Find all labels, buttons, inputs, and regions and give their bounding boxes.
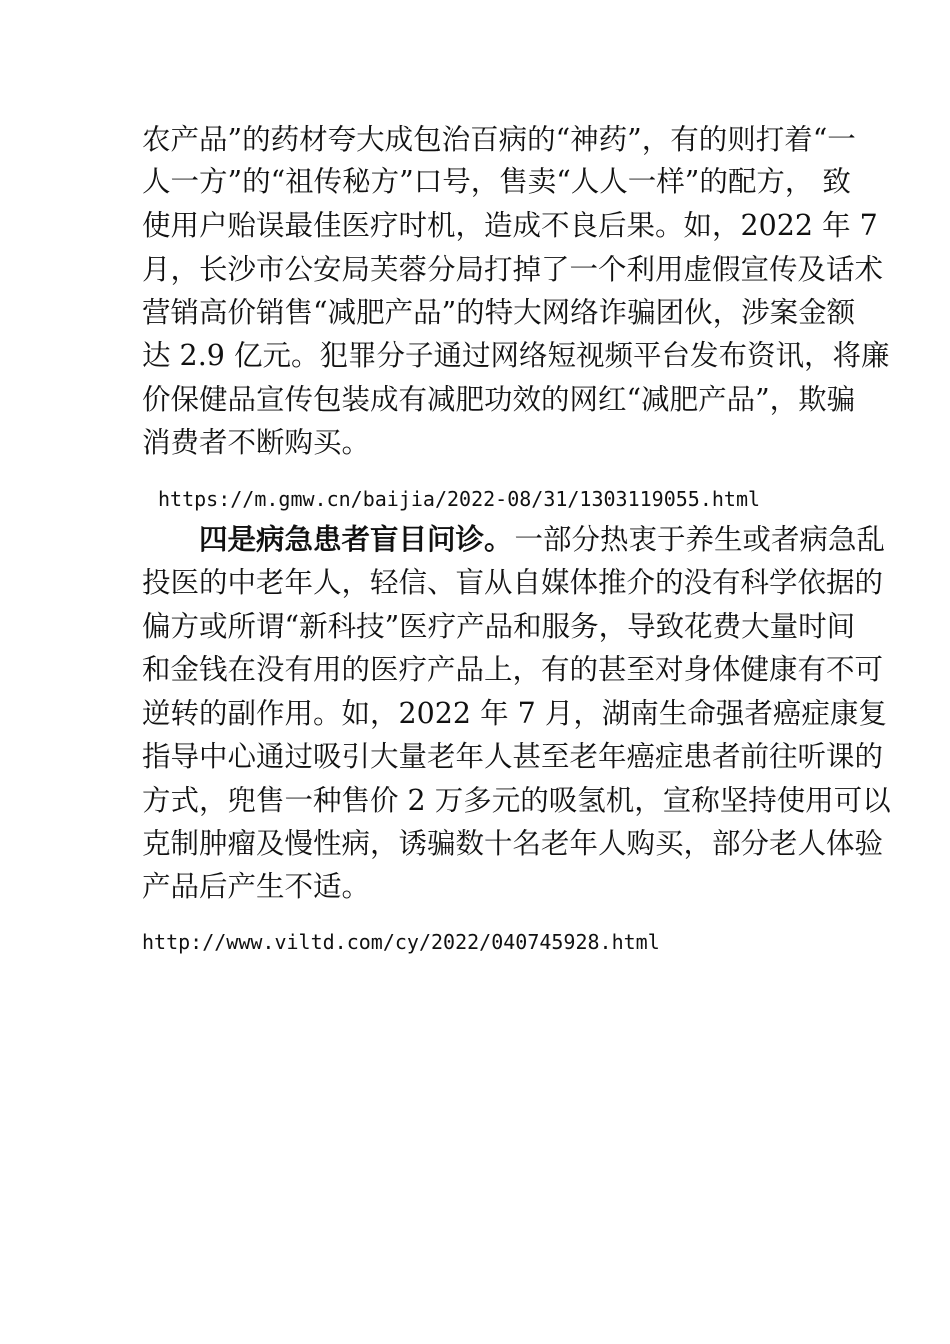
source-url-link[interactable]: https://m.gmw.cn/baijia/2022-08/31/1303119055.html: [158, 487, 761, 511]
paragraph-line: 月，长沙市公安局芙蓉分局打掉了一个利用虚假宣传及话术: [142, 253, 884, 286]
section-heading: 四是病急患者盲目问诊。: [199, 523, 513, 556]
paragraph-line-rest: 一部分热衷于养生或者病急乱: [514, 523, 886, 556]
paragraph-line: 价保健品宣传包装成有减肥功效的网红“减肥产品”，欺骗: [142, 383, 856, 416]
paragraph-first-line: [199, 520, 886, 560]
paragraph-line: 指导中心通过吸引大量老年人甚至老年癌症患者前往听课的: [142, 740, 884, 773]
paragraph-line: 逆转的副作用。如，2022 年 7 月，湖南生命强者癌症康复: [142, 697, 887, 730]
paragraph-line: 方式，兜售一种售价 2 万多元的吸氢机，宣称坚持使用可以: [142, 784, 891, 817]
paragraph-line: 使用户贻误最佳医疗时机，造成不良后果。如，2022 年 7: [142, 209, 878, 242]
paragraph-line: 投医的中老年人，轻信、盲从自媒体推介的没有科学依据的: [142, 566, 884, 599]
paragraph-line: 产品后产生不适。: [142, 870, 371, 903]
paragraph-line: 和金钱在没有用的医疗产品上，有的甚至对身体健康有不可: [142, 653, 884, 686]
paragraph-line: 农产品”的药材夸大成包治百病的“神药”，有的则打着“一: [142, 123, 856, 156]
source-url-link[interactable]: http://www.viltd.com/cy/2022/040745928.html: [142, 930, 660, 954]
paragraph-line: 人一方”的“祖传秘方”口号，售卖“人人一样”的配方， 致: [142, 165, 851, 198]
paragraph-line: 偏方或所谓“新科技”医疗产品和服务，导致花费大量时间: [142, 610, 856, 643]
paragraph-line: 消费者不断购买。: [142, 426, 371, 459]
paragraph-line: 达 2.9 亿元。犯罪分子通过网络短视频平台发布资讯，将廉: [142, 339, 890, 372]
paragraph-line: 克制肿瘤及慢性病，诱骗数十名老年人购买，部分老人体验: [142, 827, 884, 860]
paragraph-line: 营销高价销售“减肥产品”的特大网络诈骗团伙，涉案金额: [142, 296, 856, 329]
